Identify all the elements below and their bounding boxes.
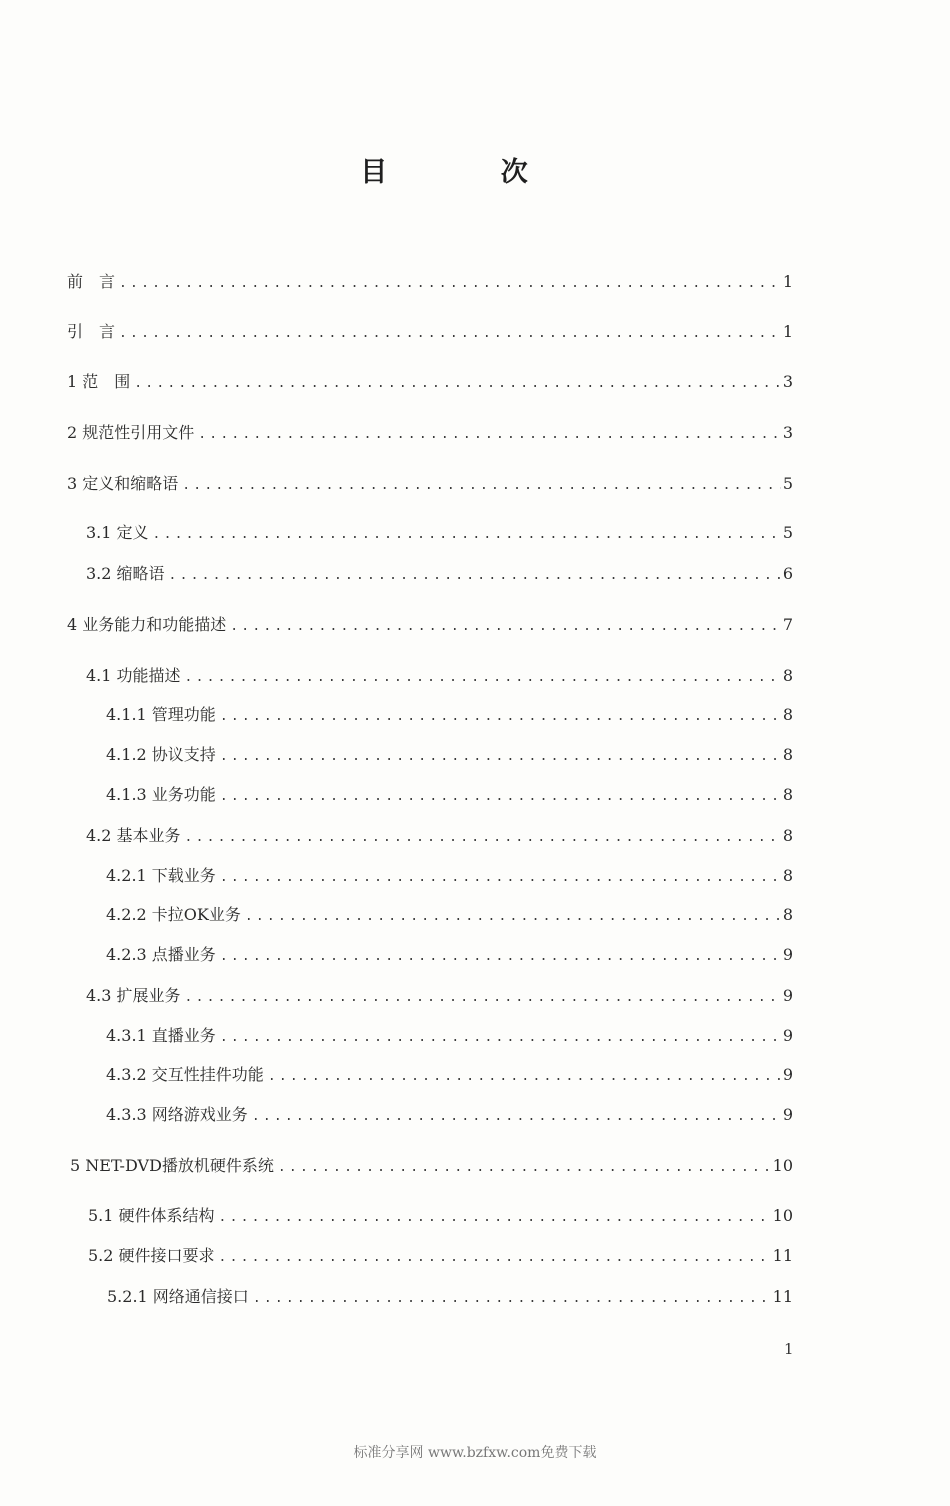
toc-entry-page: 3 [782,372,793,391]
toc-leader-dots [134,373,781,395]
toc-entry-label: 4.1.1 管理功能 [106,705,216,724]
toc-entry-page: 8 [782,705,793,724]
toc-leader-dots [220,746,781,768]
toc-entry-label: 4.3.1 直播业务 [106,1026,216,1045]
toc-entry-page: 8 [782,666,793,685]
toc-entry-label: 5.2 硬件接口要求 [88,1246,215,1265]
toc-entry[interactable] [86,522,793,546]
toc-entry[interactable] [86,825,793,849]
toc-leader-dots [220,867,781,889]
toc-entry[interactable] [88,1245,793,1269]
toc-entry-page: 8 [782,905,793,924]
toc-entry-page: 11 [772,1287,793,1306]
toc-entry-page: 10 [772,1206,793,1225]
toc-leader-dots [220,946,781,968]
toc-entry-label: 4.3.3 网络游戏业务 [106,1105,248,1124]
toc-entry[interactable] [70,1155,793,1179]
toc-entry-page: 9 [782,1105,793,1124]
toc-entry-label: 4.2.2 卡拉OK业务 [106,905,241,924]
toc-entry-label: 2 规范性引用文件 [67,423,195,442]
toc-entry-page: 6 [782,564,793,583]
toc-leader-dots [245,906,781,928]
footer-watermark: 标准分享网 www.bzfxw.com免费下载 [353,1445,597,1461]
toc-entry[interactable] [106,944,793,968]
toc-leader-dots [119,273,781,295]
toc-entry[interactable] [86,665,793,689]
toc-entry-page: 11 [772,1246,793,1265]
toc-entry[interactable] [106,744,793,768]
toc-entry[interactable] [86,985,793,1009]
toc-entry[interactable] [67,473,793,497]
toc-entry-label: 5 NET-DVD播放机硬件系统 [70,1156,274,1175]
toc-leader-dots [220,706,781,728]
toc-entry-label: 3.1 定义 [86,523,149,542]
toc-entry-page: 9 [782,945,793,964]
toc-leader-dots [219,1207,771,1229]
page-title: 目 次 [360,157,580,188]
toc-leader-dots [185,827,781,849]
toc-entry-page: 9 [782,1026,793,1045]
toc-leader-dots [169,565,781,587]
toc-entry-page: 9 [782,1065,793,1084]
toc-leader-dots [185,667,781,689]
toc-entry[interactable] [88,1205,793,1229]
toc-entry-page: 8 [782,785,793,804]
toc-entry-page: 10 [772,1156,793,1175]
toc-entry[interactable] [67,271,793,295]
toc-entry-label: 4.1.3 业务功能 [106,785,216,804]
toc-entry-label: 3 定义和缩略语 [67,474,179,493]
toc-entry-page: 8 [782,745,793,764]
toc-leader-dots [219,1247,771,1269]
toc-entry[interactable] [106,1025,793,1049]
toc-leader-dots [268,1066,781,1088]
page-number: 1 [784,1340,794,1358]
toc-leader-dots [230,616,781,638]
toc-entry-label: 4.3 扩展业务 [86,986,181,1005]
toc-entry[interactable] [67,371,793,395]
toc-entry-label: 4.2.3 点播业务 [106,945,216,964]
toc-leader-dots [153,524,781,546]
toc-leader-dots [220,1027,781,1049]
toc-entry-page: 1 [782,272,793,291]
toc-entry-page: 5 [782,523,793,542]
toc-entry[interactable] [67,614,793,638]
toc-entry[interactable] [106,904,793,928]
toc-entry[interactable] [106,865,793,889]
toc-entry-label: 4.2.1 下载业务 [106,866,216,885]
toc-entry-label: 3.2 缩略语 [86,564,165,583]
toc-entry[interactable] [106,1104,793,1128]
toc-leader-dots [220,786,781,808]
toc-entry-label: 4.2 基本业务 [86,826,181,845]
toc-entry-label: 4.3.2 交互性挂件功能 [106,1065,264,1084]
toc-leader-dots [278,1157,771,1179]
toc-leader-dots [185,987,781,1009]
toc-entry-label: 5.2.1 网络通信接口 [107,1287,249,1306]
toc-entry[interactable] [106,784,793,808]
toc-entry[interactable] [106,1064,793,1088]
toc-entry-page: 7 [782,615,793,634]
toc-entry[interactable] [86,563,793,587]
toc-entry-label: 4.1.2 协议支持 [106,745,216,764]
toc-entry-label: 1 范 围 [67,372,131,391]
toc-leader-dots [119,323,781,345]
toc-entry[interactable] [67,422,793,446]
toc-entry-label: 4 业务能力和功能描述 [67,615,227,634]
toc-entry-page: 5 [782,474,793,493]
toc-entry[interactable] [67,321,793,345]
toc-entry-label: 前 言 [67,272,116,291]
toc-entry-page: 1 [782,322,793,341]
toc-entry-label: 引 言 [67,322,116,341]
toc-leader-dots [252,1106,781,1128]
toc-entry-label: 5.1 硬件体系结构 [88,1206,215,1225]
toc-leader-dots [253,1288,771,1310]
toc-entry[interactable] [107,1286,793,1310]
toc-entry[interactable] [106,704,793,728]
toc-entry-page: 8 [782,866,793,885]
toc-entry-label: 4.1 功能描述 [86,666,181,685]
toc-leader-dots [182,475,781,497]
toc-entry-page: 9 [782,986,793,1005]
toc-entry-page: 8 [782,826,793,845]
toc-leader-dots [198,424,781,446]
toc-entry-page: 3 [782,423,793,442]
